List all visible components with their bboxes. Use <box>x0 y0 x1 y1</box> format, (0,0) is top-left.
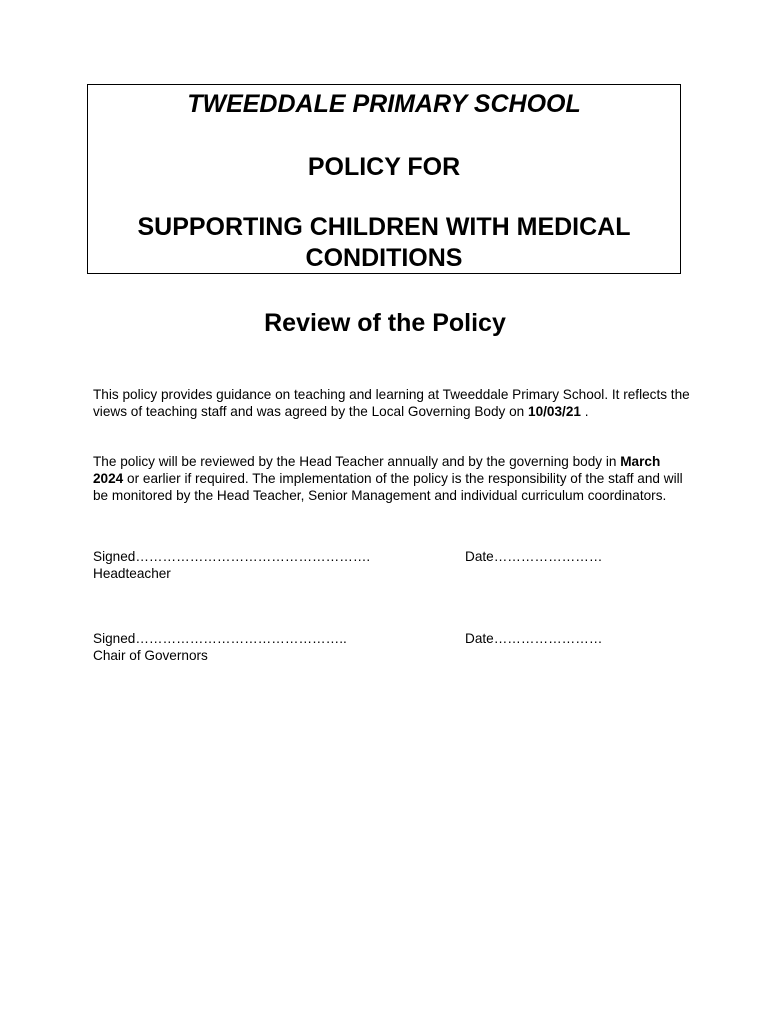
school-name: TWEEDDALE PRIMARY SCHOOL <box>187 90 581 118</box>
paragraph-1-end: . <box>580 404 589 419</box>
policy-for-heading: POLICY FOR <box>307 153 461 181</box>
headteacher-role: Headteacher <box>93 566 171 581</box>
headteacher-signed-line: Signed……………………………………………. <box>93 549 371 564</box>
review-heading: Review of the Policy <box>264 309 506 337</box>
chair-signed-line: Signed……………………………………….. <box>93 631 347 646</box>
review-paragraph-2 <box>93 453 693 504</box>
review-paragraph-1 <box>93 386 693 420</box>
paragraph-2-text: The policy will be reviewed by the Head Teacher annually and by the governing body in <box>93 454 621 469</box>
chair-role: Chair of Governors <box>93 648 208 663</box>
review-date: March 2024 <box>93 454 661 486</box>
chair-date-line: Date…………………… <box>465 631 603 646</box>
policy-subject: SUPPORTING CHILDREN WITH MEDICAL CONDITIONS <box>137 213 631 272</box>
title-box <box>87 84 681 274</box>
headteacher-date-line: Date…………………… <box>465 549 603 564</box>
paragraph-1-text: This policy provides guidance on teaching and learning at Tweeddale Primary School. It reflects the views of teaching staff and was agreed by the Local Governing Body on <box>93 387 690 419</box>
paragraph-2-end: or earlier if required. The implementation of the policy is the responsibility of the staff and will be monitored by the Head Teacher, Senior Management and individual curriculum coordinators. <box>93 471 683 503</box>
agreed-date: 10/03/21 <box>528 404 581 419</box>
